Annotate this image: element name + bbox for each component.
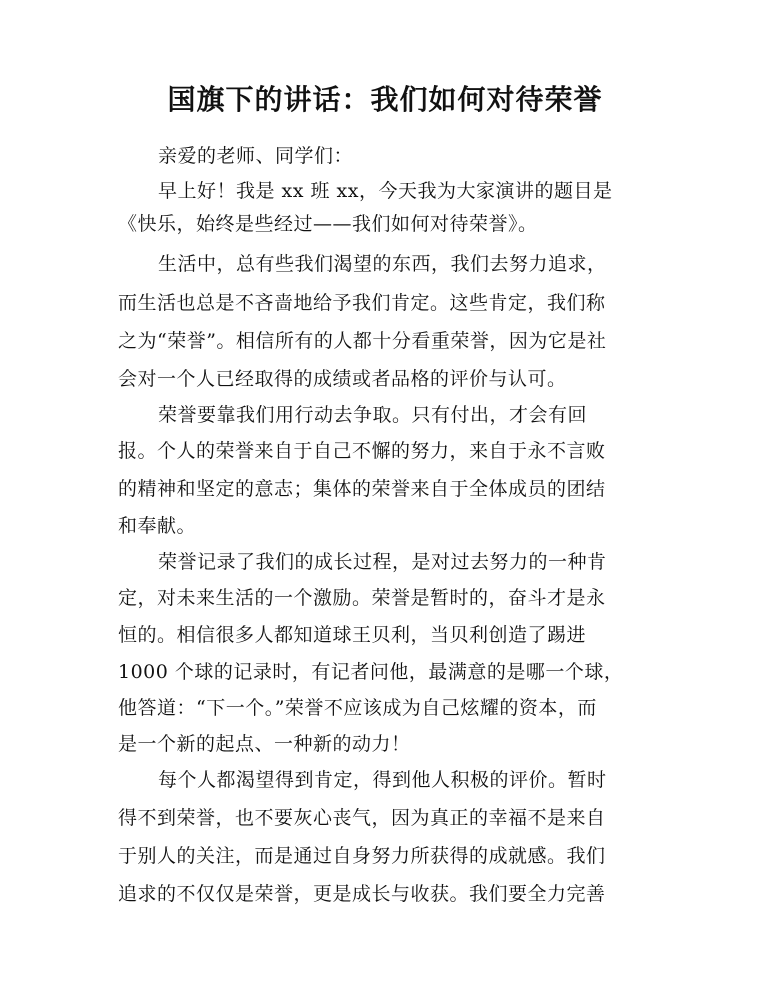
- text-line: 每个人都渴望得到肯定，得到他人积极的评价。暂时: [158, 769, 607, 791]
- text-line: 的精神和坚定的意志；集体的荣誉来自于全体成员的团结: [118, 478, 606, 500]
- text-line: 追求的不仅仅是荣誉，更是成长与收获。我们要全力完善: [118, 883, 606, 905]
- text-line: 和奉献。: [118, 515, 197, 537]
- text-line: 报。个人的荣誉来自于自己不懈的努力，来自于永不言败: [118, 440, 606, 462]
- text-line: 他答道：“下一个。”荣誉不应该成为自己炫耀的资本，而: [118, 697, 597, 719]
- text-line: 荣誉记录了我们的成长过程，是对过去努力的一种肯: [158, 551, 607, 573]
- text-line: 得不到荣誉，也不要灰心丧气，因为真正的幸福不是来自: [118, 807, 606, 829]
- document-title: 国旗下的讲话：我们如何对待荣誉: [167, 83, 603, 116]
- text-line: 是一个新的起点、一种新的动力！: [118, 733, 411, 755]
- text-line: 《快乐，始终是些经过——我们如何对待荣誉》。: [118, 213, 538, 235]
- text-line: 早上好！我是 xx 班 xx，今天我为大家演讲的题目是: [158, 180, 613, 202]
- text-line: 之为“荣誉”。相信所有的人都十分看重荣誉，因为它是社: [118, 330, 607, 352]
- text-line: 荣誉要靠我们用行动去争取。只有付出，才会有回: [158, 404, 588, 426]
- text-line: 而生活也总是不吝啬地给予我们肯定。这些肯定，我们称: [118, 292, 606, 314]
- text-line: 亲爱的老师、同学们：: [158, 145, 354, 167]
- text-line: 定，对未来生活的一个激励。荣誉是暂时的，奋斗才是永: [118, 587, 606, 609]
- text-line: 于别人的关注，而是通过自身努力所获得的成就感。我们: [118, 845, 606, 867]
- text-line: 生活中，总有些我们渴望的东西，我们去努力追求，: [158, 253, 607, 275]
- text-line: 会对一个人已经取得的成绩或者品格的评价与认可。: [118, 368, 567, 390]
- text-line: 恒的。相信很多人都知道球王贝利，当贝利创造了踢进: [118, 624, 587, 646]
- text-line: 1000 个球的记录时，有记者问他，最满意的是哪一个球，: [118, 661, 624, 683]
